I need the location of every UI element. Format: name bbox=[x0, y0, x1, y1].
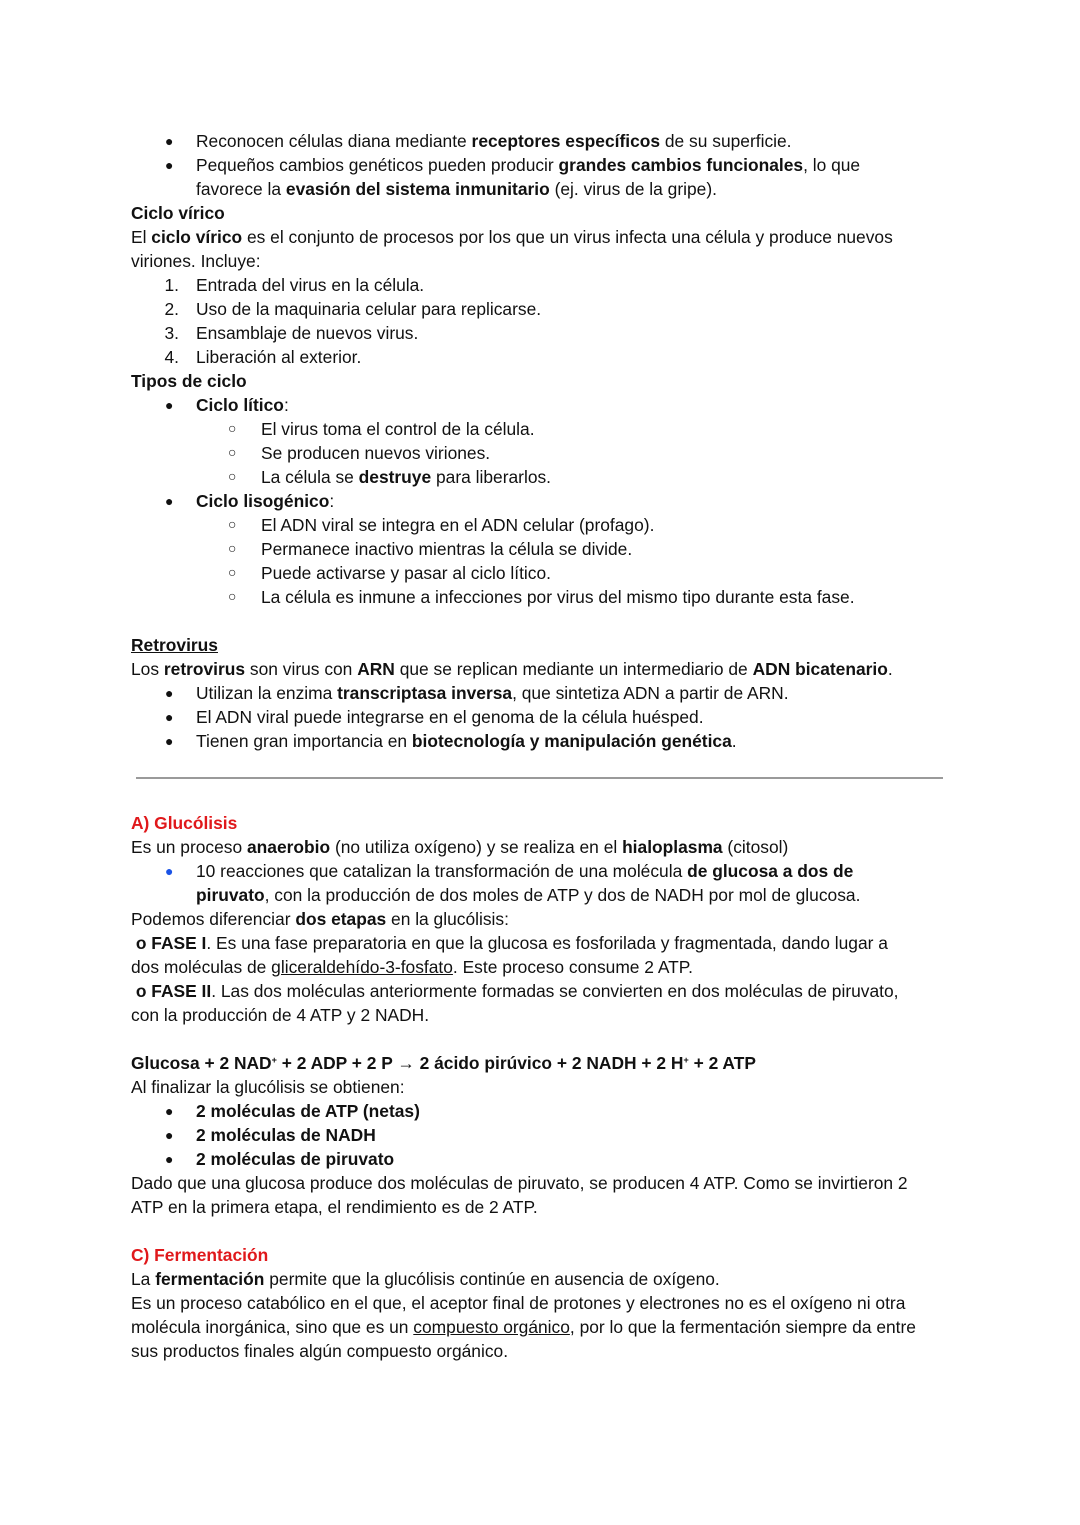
step-number: 2. bbox=[164, 299, 179, 319]
litico-sublist bbox=[131, 417, 961, 489]
list-item: ○ La célula es inmune a infecciones por virus del mismo tipo durante esta fase. bbox=[131, 585, 961, 609]
list-item: ● 10 reacciones que catalizan la transformación de una molécula de glucosa a dos de piruvato, con la producción de dos moles de ATP y dos de NADH por mol de glucosa. bbox=[165, 861, 861, 905]
retrovirus-list bbox=[131, 681, 961, 753]
list-item: ○ El ADN viral se integra en el ADN celular (profago). bbox=[131, 513, 961, 537]
bullet-icon: ● bbox=[165, 709, 174, 725]
circle-bullet-icon: ○ bbox=[228, 444, 237, 460]
cycle-steps-list bbox=[131, 273, 961, 369]
list-item: ● Tienen gran importancia en biotecnología y manipulación genética. bbox=[165, 731, 737, 751]
section-heading: Tipos de ciclo bbox=[131, 371, 247, 391]
paragraph: Es un proceso anaerobio (no utiliza oxígeno) y se realiza en el hialoplasma (citosol) bbox=[131, 837, 789, 857]
results-list bbox=[131, 1099, 961, 1171]
bullet-icon: ● bbox=[165, 1127, 174, 1143]
bullet-icon: ● bbox=[165, 493, 174, 509]
paragraph: Podemos diferenciar dos etapas en la glucólisis: bbox=[131, 909, 509, 929]
section-heading: A) Glucólisis bbox=[131, 813, 238, 833]
section-heading: C) Fermentación bbox=[131, 1245, 269, 1265]
list-item: 4. Liberación al exterior. bbox=[164, 347, 362, 367]
step-number: 3. bbox=[164, 323, 179, 343]
circle-bullet-icon: ○ bbox=[228, 540, 237, 556]
list-item: ● Ciclo lítico: bbox=[165, 395, 289, 415]
bullet-icon: ● bbox=[165, 133, 174, 149]
list-item: ● Pequeños cambios genéticos pueden producir grandes cambios funcionales, lo que favorece la evasión del sistema inmunitario (ej. virus de la gripe). bbox=[165, 155, 861, 199]
circle-bullet-icon: ○ bbox=[228, 516, 237, 532]
paragraph: Los retrovirus son virus con ARN que se replican mediante un intermediario de ADN bicatenario. bbox=[131, 659, 893, 679]
list-item: ○ Puede activarse y pasar al ciclo lítico. bbox=[131, 561, 961, 585]
section-heading: Ciclo vírico bbox=[131, 203, 225, 223]
document-page: ● Reconocen células diana mediante receptores específicos de su superficie. ● Pequeños cambios genéticos pueden producir grandes cambios funcionales, lo que favorece la evasión del sistema inmunitario (ej. virus de la gripe). Ciclo vírico El ciclo vírico es el conjunto de procesos por los que un virus infecta una célula y produce nuevos viriones. Incluye: 1. Entrada del virus en la célula. 2. Uso de la maquinaria celular para replicarse. 3. Ensamblaje de nuevos virus. 4. Liberación al exterior. Tipos de ciclo ● Ciclo lítico: ○ El virus toma el control de la célula. ○ Se producen nuevos viriones. ○ La célula se destruye para liberarlos. ● Ciclo lisogénico: ○ El ADN viral se integra en el ADN celular (profago). ○ Permanece inactivo mientras la célula se divide. ○ Puede activarse y pasar al ciclo lítico. ○ La célula es inmune a infecciones por virus del mismo tipo durante esta fase. Retrovirus Los retrovirus son virus con ARN que se replican mediante un intermediario de ADN bicatenario. ● Utilizan la enzima transcriptasa inversa, que sintetiza ADN a partir de ARN. ● El ADN viral puede integrarse en el genoma de la célula huésped. ● Tienen gran importancia en biotecnología y manipulación genética. A) Glucólisis Es un proceso anaerobio (no utiliza oxígeno) y se realiza en el hialoplasma (citosol) ● 10 reacciones que catalizan la transformación de una molécula de glucosa a dos de piruvato, con la producción de dos moles de ATP y dos de NADH por mol de glucosa. Podemos diferenciar dos etapas en la glucólisis: o FASE I. Es una fase preparatoria en que la glucosa es fosforilada y fragmentada, dando lugar a dos moléculas de gliceraldehído-3-fosfato. Este proceso consume 2 ATP. o FASE II. Las dos moléculas anteriormente formadas se convierten en dos moléculas de piruvato, con la producción de 4 ATP y 2 NADH. Glucosa + 2 NAD+ + 2 ADP + 2 P → 2 ácido pirúvico + 2 NADH + 2 H+ + 2 ATP Al finalizar la glucólisis se obtienen: ● 2 moléculas de ATP (netas) ● 2 moléculas de NADH ● 2 moléculas de piruvato Dado que una glucosa produce dos moléculas de piruvato, se producen 4 ATP. Como se invirtieron 2 ATP en la primera etapa, el rendimiento es de 2 ATP. C) Fermentación La fermentación permite que la glucólisis continúe en ausencia de oxígeno. Es un proceso catabólico en el que, el aceptor final de protones y electrones no es el oxígeno ni otra molécula inorgánica, sino que es un compuesto orgánico, por lo que la fermentación siempre da entre sus productos finales algún compuesto orgánico. bbox=[131, 129, 961, 1363]
section-heading: Retrovirus bbox=[131, 635, 218, 655]
paragraph: Al finalizar la glucólisis se obtienen: bbox=[131, 1077, 405, 1097]
list-item: ○ La célula se destruye para liberarlos. bbox=[131, 465, 961, 489]
step-number: 4. bbox=[164, 347, 179, 367]
list-item: ● Reconocen células diana mediante receptores específicos de su superficie. bbox=[165, 131, 792, 151]
bullet-icon: ● bbox=[165, 733, 174, 749]
list-item: ● Ciclo lisogénico: bbox=[165, 491, 335, 511]
phase-paragraph: o FASE II. Las dos moléculas anteriormente formadas se convierten en dos moléculas de piruvato, bbox=[131, 981, 899, 1001]
paragraph: ATP en la primera etapa, el rendimiento es de 2 ATP. bbox=[131, 1197, 538, 1217]
list-item: 2. Uso de la maquinaria celular para replicarse. bbox=[164, 299, 542, 319]
paragraph: El ciclo vírico es el conjunto de procesos por los que un virus infecta una célula y produce nuevos bbox=[131, 227, 893, 247]
list-item: ● 2 moléculas de piruvato bbox=[165, 1149, 395, 1169]
bullet-icon: ● bbox=[165, 863, 174, 879]
list-item: ● 2 moléculas de ATP (netas) bbox=[165, 1101, 420, 1121]
virus-features-list bbox=[131, 129, 961, 201]
circle-bullet-icon: ○ bbox=[228, 564, 237, 580]
equation: Glucosa + 2 NAD+ + 2 ADP + 2 P → 2 ácido pirúvico + 2 NADH + 2 H+ + 2 ATP bbox=[131, 1053, 756, 1073]
bullet-icon: ● bbox=[165, 1151, 174, 1167]
paragraph: Dado que una glucosa produce dos moléculas de piruvato, se producen 4 ATP. Como se invirtieron 2 bbox=[131, 1173, 908, 1193]
paragraph: viriones. Incluye: bbox=[131, 251, 261, 271]
phase-paragraph: o FASE I. Es una fase preparatoria en que la glucosa es fosforilada y fragmentada, dando lugar a bbox=[131, 933, 888, 953]
horizontal-divider bbox=[136, 777, 943, 779]
circle-bullet-icon: ○ bbox=[228, 420, 237, 436]
step-number: 1. bbox=[164, 275, 179, 295]
list-item: ○ Permanece inactivo mientras la célula se divide. bbox=[131, 537, 961, 561]
bullet-icon: ● bbox=[165, 685, 174, 701]
bullet-icon: ● bbox=[165, 397, 174, 413]
paragraph: Es un proceso catabólico en el que, el aceptor final de protones y electrones no es el oxígeno ni otra bbox=[131, 1293, 906, 1313]
lisogenico-sublist bbox=[131, 513, 961, 609]
list-item: ○ Se producen nuevos viriones. bbox=[131, 441, 961, 465]
bullet-icon: ● bbox=[165, 157, 174, 173]
bullet-icon: ● bbox=[165, 1103, 174, 1119]
list-item: ○ El virus toma el control de la célula. bbox=[131, 417, 961, 441]
list-item: 1. Entrada del virus en la célula. bbox=[164, 275, 425, 295]
circle-bullet-icon: ○ bbox=[228, 588, 237, 604]
list-item: ● 2 moléculas de NADH bbox=[165, 1125, 376, 1145]
list-item: ● Utilizan la enzima transcriptasa inversa, que sintetiza ADN a partir de ARN. bbox=[165, 683, 789, 703]
list-item: 3. Ensamblaje de nuevos virus. bbox=[164, 323, 419, 343]
circle-bullet-icon: ○ bbox=[228, 468, 237, 484]
paragraph: La fermentación permite que la glucólisis continúe en ausencia de oxígeno. bbox=[131, 1269, 720, 1289]
cycle-types-list bbox=[131, 393, 961, 417]
list-item: ● El ADN viral puede integrarse en el genoma de la célula huésped. bbox=[165, 707, 704, 727]
